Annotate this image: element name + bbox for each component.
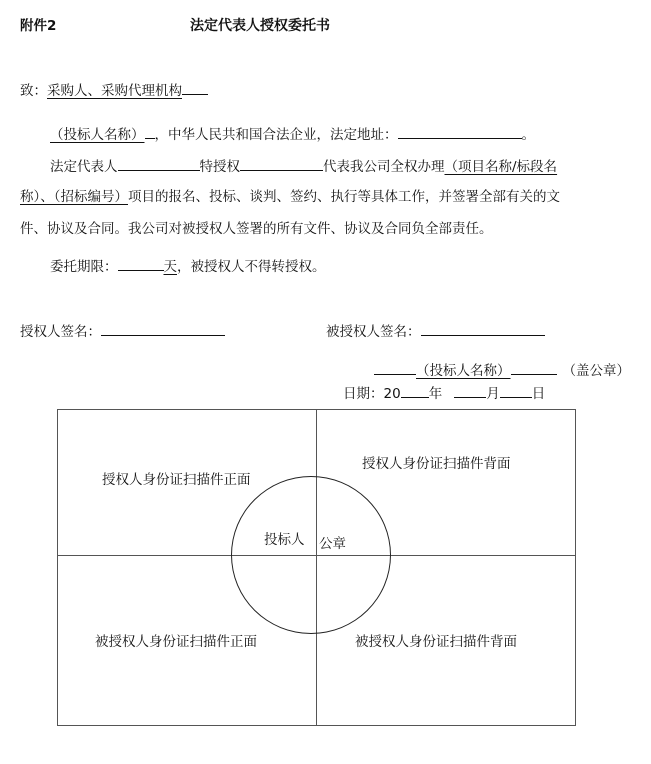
date-year-field[interactable] — [401, 383, 429, 398]
grantee-signature-field[interactable] — [421, 321, 545, 336]
authorization-line-1 — [50, 156, 557, 176]
recipient-line — [20, 82, 208, 100]
seal-bidder-line — [374, 362, 630, 380]
grantee-id-front-cell[interactable]: 被授权人身份证扫描件正面 — [95, 634, 257, 650]
date-day-field[interactable] — [500, 383, 532, 398]
date-prefix: 日期：20 — [343, 386, 401, 402]
authorization-line-2 — [20, 188, 560, 206]
company-line-end: 。 — [521, 127, 535, 143]
company-line — [50, 124, 535, 144]
authorize-label: 特授权 — [199, 159, 240, 175]
bidder-name-placeholder: （投标人名称） — [50, 127, 145, 143]
grantee-signature — [326, 321, 545, 341]
grantee-name-field[interactable] — [240, 156, 323, 171]
date-year-label: 年 — [428, 386, 443, 402]
term-prefix: 委托期限： — [50, 259, 118, 275]
grantee-id-back-cell[interactable]: 被授权人身份证扫描件背面 — [355, 634, 517, 650]
full-authority-text: 代表我公司全权办理 — [323, 159, 445, 175]
legal-address-field[interactable] — [398, 124, 522, 139]
recipient-blank — [182, 82, 208, 95]
term-days-unit: 天 — [163, 259, 177, 275]
recipient-prefix: 致： — [20, 83, 47, 99]
seal-bidder-placeholder: （投标人名称） — [416, 363, 511, 379]
date-line — [343, 383, 545, 403]
grantor-signature-field[interactable] — [101, 321, 225, 336]
term-suffix: ，被授权人不得转授权。 — [177, 259, 326, 275]
term-line — [50, 256, 326, 276]
seal-stamp-text: 公章 — [319, 536, 346, 552]
seal-circle — [231, 476, 391, 634]
seal-bidder-text: 投标人 — [264, 532, 305, 548]
date-month-field[interactable] — [454, 383, 486, 398]
grantor-id-back-cell[interactable]: 授权人身份证扫描件背面 — [362, 456, 511, 472]
seal-bidder-blank-left — [374, 362, 416, 375]
grantor-signature — [20, 321, 225, 341]
authorization-scope-text: 项目的报名、投标、谈判、签约、执行等具体工作，并签署全部有关的文 — [128, 189, 560, 205]
date-month-label: 月 — [486, 386, 500, 402]
authorization-line-3: 件、协议及合同。我公司对被授权人签署的所有文件、协议及合同负全部责任。 — [20, 221, 493, 237]
tender-number-placeholder: 称）、（招标编号） — [20, 189, 128, 205]
date-day-label: 日 — [531, 386, 546, 402]
document-title: 法定代表人授权委托书 — [190, 18, 330, 34]
company-text: ，中华人民共和国合法企业，法定地址： — [154, 127, 398, 143]
bidder-name-blank — [145, 126, 155, 139]
grantee-signature-label: 被授权人签名： — [326, 324, 421, 340]
grantor-signature-label: 授权人签名： — [20, 324, 101, 340]
grantor-id-front-cell[interactable]: 授权人身份证扫描件正面 — [102, 472, 251, 488]
seal-bidder-blank-right — [511, 362, 557, 375]
official-seal-label: （盖公章） — [562, 363, 630, 379]
legal-rep-name-field[interactable] — [118, 156, 200, 171]
recipient-name: 采购人、采购代理机构 — [47, 83, 182, 99]
legal-rep-label: 法定代表人 — [50, 159, 118, 175]
attachment-label: 附件2 — [20, 18, 57, 34]
project-name-placeholder: （项目名称/标段名 — [444, 159, 558, 175]
term-days-field[interactable] — [118, 256, 164, 271]
